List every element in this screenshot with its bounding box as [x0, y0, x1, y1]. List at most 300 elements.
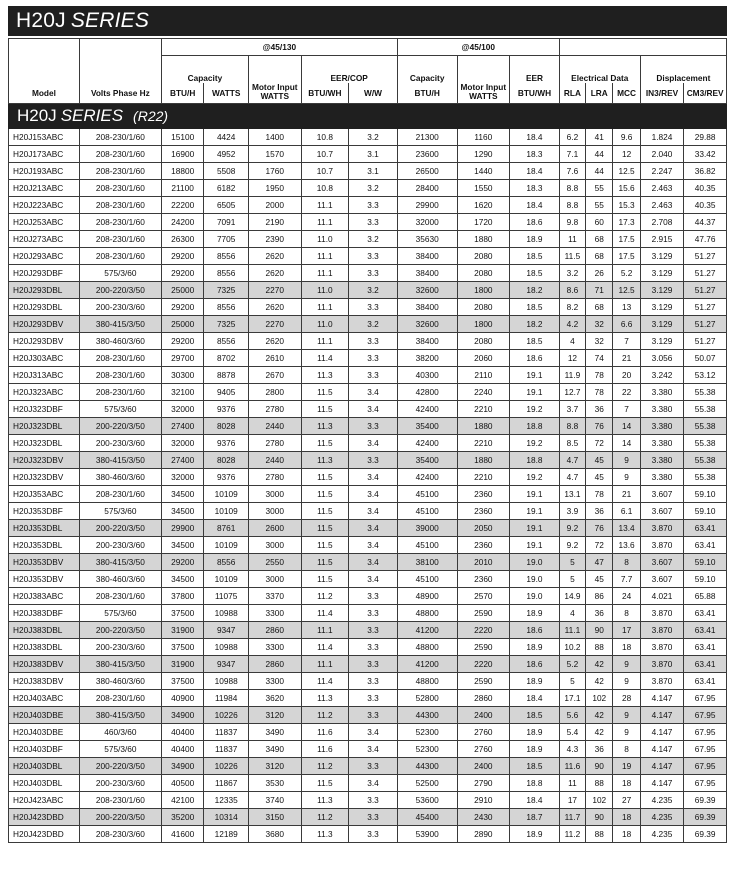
- cell-eer-btuwh-130: 11.4: [301, 350, 349, 367]
- cell-rla: 10.2: [559, 639, 585, 656]
- cell-eer-btuwh-130: 11.1: [301, 265, 349, 282]
- cell-capacity-btuh-130: 35200: [161, 809, 204, 826]
- cell-rla: 11.7: [559, 809, 585, 826]
- cell-capacity-btuh-100: 39000: [397, 520, 457, 537]
- cell-volts-phase-hz: 200-230/3/60: [79, 775, 161, 792]
- table-row: [9, 690, 727, 707]
- cell-volts-phase-hz: 200-220/3/50: [79, 758, 161, 775]
- cell-eer-btuwh-100: 19.2: [510, 401, 560, 418]
- cell-motor-input-watts-130: 3150: [248, 809, 301, 826]
- cell-displacement-in3: 2.708: [640, 214, 684, 231]
- cell-rla: 8.8: [559, 197, 585, 214]
- table-row: [9, 163, 727, 180]
- cell-motor-input-watts-100: 1620: [457, 197, 510, 214]
- cell-motor-input-watts-130: 2620: [248, 248, 301, 265]
- cell-capacity-btuh-130: 18800: [161, 163, 204, 180]
- table-row: [9, 775, 727, 792]
- cell-capacity-btuh-130: 32000: [161, 435, 204, 452]
- cell-cop-ww-130: 3.3: [349, 690, 398, 707]
- cell-eer-btuwh-100: 18.4: [510, 197, 560, 214]
- cell-eer-btuwh-100: 18.2: [510, 316, 560, 333]
- cell-cop-ww-130: 3.1: [349, 146, 398, 163]
- cell-model: H20J353DBL: [9, 520, 80, 537]
- table-row: [9, 792, 727, 809]
- cell-capacity-btuh-130: 29900: [161, 520, 204, 537]
- cell-lra: 42: [586, 707, 613, 724]
- cell-displacement-cm3: 59.10: [684, 571, 727, 588]
- cell-capacity-btuh-100: 41200: [397, 656, 457, 673]
- cell-capacity-watts-130: 9376: [204, 401, 249, 418]
- cell-eer-btuwh-130: 11.5: [301, 571, 349, 588]
- cell-cop-ww-130: 3.3: [349, 792, 398, 809]
- cell-mcc: 9: [613, 452, 640, 469]
- cell-cop-ww-130: 3.3: [349, 826, 398, 843]
- cell-capacity-watts-130: 6182: [204, 180, 249, 197]
- header-capacity-1: Capacity: [161, 56, 248, 84]
- cell-capacity-btuh-130: 22200: [161, 197, 204, 214]
- cell-motor-input-watts-100: 2110: [457, 367, 510, 384]
- cell-displacement-in3: 3.870: [640, 673, 684, 690]
- cell-capacity-watts-130: 8028: [204, 452, 249, 469]
- cell-volts-phase-hz: 208-230/1/60: [79, 197, 161, 214]
- cell-model: H20J293DBF: [9, 265, 80, 282]
- cell-capacity-watts-130: 7705: [204, 231, 249, 248]
- cell-volts-phase-hz: 380-415/3/50: [79, 554, 161, 571]
- header-displacement: Displacement: [640, 56, 726, 84]
- cell-model: H20J403ABC: [9, 690, 80, 707]
- cell-cop-ww-130: 3.2: [349, 129, 398, 146]
- cell-capacity-btuh-130: 34900: [161, 707, 204, 724]
- cell-displacement-in3: 4.147: [640, 775, 684, 792]
- cell-model: H20J323DBV: [9, 452, 80, 469]
- cell-capacity-btuh-130: 32000: [161, 401, 204, 418]
- cell-displacement-in3: 3.870: [640, 656, 684, 673]
- cell-volts-phase-hz: 460/3/60: [79, 724, 161, 741]
- cell-capacity-watts-130: 9347: [204, 622, 249, 639]
- cell-eer-btuwh-100: 19.1: [510, 537, 560, 554]
- header-btuwh-1: BTU/WH: [301, 83, 349, 104]
- cell-motor-input-watts-130: 2550: [248, 554, 301, 571]
- cell-rla: 14.9: [559, 588, 585, 605]
- cell-volts-phase-hz: 208-230/1/60: [79, 180, 161, 197]
- cell-eer-btuwh-130: 11.5: [301, 537, 349, 554]
- header-btuwh-2: BTU/WH: [510, 83, 560, 104]
- cell-cop-ww-130: 3.3: [349, 299, 398, 316]
- cell-displacement-cm3: 67.95: [684, 741, 727, 758]
- table-row: [9, 350, 727, 367]
- cell-capacity-watts-130: 8556: [204, 333, 249, 350]
- cell-motor-input-watts-100: 2060: [457, 350, 510, 367]
- cell-eer-btuwh-130: 11.1: [301, 622, 349, 639]
- cell-lra: 45: [586, 452, 613, 469]
- cell-capacity-btuh-100: 45100: [397, 486, 457, 503]
- cell-displacement-in3: 3.870: [640, 605, 684, 622]
- table-row: [9, 282, 727, 299]
- cell-mcc: 17.5: [613, 248, 640, 265]
- cell-cop-ww-130: 3.4: [349, 401, 398, 418]
- cell-model: H20J383DBV: [9, 673, 80, 690]
- cell-model: H20J383DBF: [9, 605, 80, 622]
- cell-capacity-btuh-130: 37800: [161, 588, 204, 605]
- cell-motor-input-watts-130: 3490: [248, 724, 301, 741]
- cell-volts-phase-hz: 208-230/1/60: [79, 384, 161, 401]
- cell-rla: 5: [559, 554, 585, 571]
- cell-model: H20J383DBL: [9, 639, 80, 656]
- cell-capacity-watts-130: 7325: [204, 316, 249, 333]
- cell-motor-input-watts-130: 2270: [248, 282, 301, 299]
- cell-displacement-in3: 3.870: [640, 622, 684, 639]
- cell-model: H20J323DBL: [9, 435, 80, 452]
- cell-capacity-watts-130: 11837: [204, 741, 249, 758]
- cell-displacement-in3: 4.147: [640, 758, 684, 775]
- cell-eer-btuwh-130: 11.2: [301, 809, 349, 826]
- header-ww: W/W: [349, 83, 398, 104]
- cell-displacement-in3: 3.129: [640, 248, 684, 265]
- cell-eer-btuwh-130: 11.1: [301, 656, 349, 673]
- cell-volts-phase-hz: 380-460/3/60: [79, 333, 161, 350]
- cell-motor-input-watts-100: 1800: [457, 282, 510, 299]
- cell-capacity-btuh-130: 29700: [161, 350, 204, 367]
- cell-capacity-watts-130: 10988: [204, 673, 249, 690]
- cell-model: H20J213ABC: [9, 180, 80, 197]
- cell-lra: 74: [586, 350, 613, 367]
- cell-volts-phase-hz: 380-460/3/60: [79, 469, 161, 486]
- cell-lra: 47: [586, 554, 613, 571]
- cell-model: H20J303ABC: [9, 350, 80, 367]
- cell-capacity-btuh-100: 48800: [397, 673, 457, 690]
- cell-rla: 8.8: [559, 180, 585, 197]
- cell-displacement-in3: 4.147: [640, 690, 684, 707]
- cell-capacity-btuh-130: 40400: [161, 741, 204, 758]
- cell-model: H20J353DBV: [9, 554, 80, 571]
- table-row: [9, 724, 727, 741]
- cell-motor-input-watts-130: 3000: [248, 571, 301, 588]
- cell-eer-btuwh-100: 18.8: [510, 452, 560, 469]
- cell-lra: 88: [586, 639, 613, 656]
- cell-volts-phase-hz: 208-230/1/60: [79, 367, 161, 384]
- cell-capacity-btuh-100: 52300: [397, 741, 457, 758]
- cell-model: H20J403DBF: [9, 741, 80, 758]
- cell-model: H20J353DBF: [9, 503, 80, 520]
- cell-volts-phase-hz: 200-220/3/50: [79, 809, 161, 826]
- cell-capacity-btuh-130: 31900: [161, 622, 204, 639]
- cell-rla: 3.2: [559, 265, 585, 282]
- cell-capacity-btuh-130: 29200: [161, 333, 204, 350]
- cell-capacity-btuh-100: 42400: [397, 435, 457, 452]
- cell-displacement-in3: 3.870: [640, 639, 684, 656]
- cell-capacity-btuh-100: 21300: [397, 129, 457, 146]
- cell-capacity-btuh-130: 15100: [161, 129, 204, 146]
- cell-lra: 36: [586, 503, 613, 520]
- cell-rla: 8.5: [559, 435, 585, 452]
- table-row: [9, 401, 727, 418]
- cell-model: H20J293ABC: [9, 248, 80, 265]
- cell-model: H20J313ABC: [9, 367, 80, 384]
- header-model: Model: [9, 83, 80, 104]
- cell-rla: 11.6: [559, 758, 585, 775]
- cell-motor-input-watts-130: 2440: [248, 418, 301, 435]
- cell-capacity-btuh-100: 23600: [397, 146, 457, 163]
- cell-displacement-in3: 2.247: [640, 163, 684, 180]
- cell-displacement-in3: 4.147: [640, 707, 684, 724]
- cell-cop-ww-130: 3.3: [349, 367, 398, 384]
- header-in3-rev: IN3/REV: [640, 83, 684, 104]
- cell-model: H20J423DBD: [9, 826, 80, 843]
- cell-eer-btuwh-130: 10.8: [301, 129, 349, 146]
- cell-eer-btuwh-100: 18.9: [510, 605, 560, 622]
- cell-displacement-cm3: 55.38: [684, 469, 727, 486]
- cell-volts-phase-hz: 380-415/3/50: [79, 316, 161, 333]
- cell-displacement-in3: 3.607: [640, 554, 684, 571]
- cell-motor-input-watts-130: 3490: [248, 741, 301, 758]
- cell-displacement-cm3: 59.10: [684, 503, 727, 520]
- cell-mcc: 6.6: [613, 316, 640, 333]
- cell-cop-ww-130: 3.3: [349, 197, 398, 214]
- cell-motor-input-watts-130: 3120: [248, 758, 301, 775]
- cell-motor-input-watts-130: 2600: [248, 520, 301, 537]
- table-row: [9, 180, 727, 197]
- cell-displacement-cm3: 51.27: [684, 265, 727, 282]
- cell-motor-input-watts-130: 3000: [248, 486, 301, 503]
- cell-model: H20J353DBV: [9, 571, 80, 588]
- cell-displacement-cm3: 63.41: [684, 622, 727, 639]
- cell-motor-input-watts-100: 2360: [457, 537, 510, 554]
- cell-capacity-btuh-100: 32600: [397, 316, 457, 333]
- cell-volts-phase-hz: 208-230/1/60: [79, 248, 161, 265]
- cell-displacement-cm3: 63.41: [684, 639, 727, 656]
- cell-lra: 45: [586, 469, 613, 486]
- series-title-bar: [8, 6, 727, 36]
- cell-cop-ww-130: 3.4: [349, 724, 398, 741]
- cell-mcc: 8: [613, 741, 640, 758]
- cell-motor-input-watts-100: 2790: [457, 775, 510, 792]
- cell-model: H20J223ABC: [9, 197, 80, 214]
- cell-eer-btuwh-100: 18.3: [510, 180, 560, 197]
- cell-motor-input-watts-130: 3000: [248, 537, 301, 554]
- cell-eer-btuwh-100: 18.8: [510, 418, 560, 435]
- cell-mcc: 18: [613, 809, 640, 826]
- cell-eer-btuwh-100: 19.1: [510, 486, 560, 503]
- cell-capacity-btuh-100: 38200: [397, 350, 457, 367]
- cell-model: H20J293DBV: [9, 316, 80, 333]
- cell-eer-btuwh-130: 11.1: [301, 214, 349, 231]
- cell-eer-btuwh-100: 18.7: [510, 809, 560, 826]
- cell-eer-btuwh-100: 18.8: [510, 775, 560, 792]
- cell-model: H20J323ABC: [9, 384, 80, 401]
- cell-motor-input-watts-100: 2220: [457, 656, 510, 673]
- cell-capacity-btuh-100: 38400: [397, 265, 457, 282]
- cell-motor-input-watts-130: 2780: [248, 435, 301, 452]
- cell-motor-input-watts-100: 2240: [457, 384, 510, 401]
- cell-capacity-watts-130: 4424: [204, 129, 249, 146]
- cell-lra: 36: [586, 741, 613, 758]
- table-row: [9, 214, 727, 231]
- header-model-spacer-2: [9, 56, 80, 84]
- cell-capacity-btuh-100: 41200: [397, 622, 457, 639]
- cell-mcc: 17.3: [613, 214, 640, 231]
- cell-rla: 5: [559, 673, 585, 690]
- cell-displacement-in3: 3.380: [640, 452, 684, 469]
- cell-eer-btuwh-100: 18.2: [510, 282, 560, 299]
- cell-eer-btuwh-130: 11.2: [301, 758, 349, 775]
- cell-displacement-cm3: 55.38: [684, 418, 727, 435]
- cell-motor-input-watts-130: 2860: [248, 656, 301, 673]
- cell-mcc: 13: [613, 299, 640, 316]
- cell-capacity-btuh-100: 45100: [397, 571, 457, 588]
- table-row: [9, 197, 727, 214]
- table-row: [9, 452, 727, 469]
- cell-motor-input-watts-130: 3740: [248, 792, 301, 809]
- cell-capacity-btuh-100: 32600: [397, 282, 457, 299]
- cell-cop-ww-130: 3.1: [349, 163, 398, 180]
- cell-rla: 4: [559, 605, 585, 622]
- cell-motor-input-watts-100: 1440: [457, 163, 510, 180]
- cell-eer-btuwh-130: 11.5: [301, 520, 349, 537]
- cell-lra: 44: [586, 163, 613, 180]
- cell-eer-btuwh-100: 18.3: [510, 146, 560, 163]
- cell-mcc: 21: [613, 350, 640, 367]
- cell-eer-btuwh-130: 11.5: [301, 503, 349, 520]
- cell-capacity-watts-130: 7091: [204, 214, 249, 231]
- cell-capacity-btuh-100: 52800: [397, 690, 457, 707]
- cell-eer-btuwh-100: 18.9: [510, 673, 560, 690]
- cell-volts-phase-hz: 200-230/3/60: [79, 639, 161, 656]
- cell-capacity-btuh-130: 27400: [161, 418, 204, 435]
- cell-capacity-watts-130: 10226: [204, 758, 249, 775]
- cell-capacity-watts-130: 10314: [204, 809, 249, 826]
- cell-rla: 4: [559, 333, 585, 350]
- cell-model: H20J353DBL: [9, 537, 80, 554]
- cell-lra: 42: [586, 724, 613, 741]
- cell-eer-btuwh-100: 18.9: [510, 231, 560, 248]
- cell-eer-btuwh-130: 11.4: [301, 673, 349, 690]
- cell-lra: 68: [586, 231, 613, 248]
- cell-volts-phase-hz: 200-230/3/60: [79, 435, 161, 452]
- cell-model: H20J353ABC: [9, 486, 80, 503]
- cell-motor-input-watts-130: 3000: [248, 503, 301, 520]
- cell-rla: 11: [559, 231, 585, 248]
- cell-cop-ww-130: 3.3: [349, 622, 398, 639]
- cell-cop-ww-130: 3.2: [349, 282, 398, 299]
- cell-motor-input-watts-130: 2780: [248, 469, 301, 486]
- cell-motor-input-watts-100: 2570: [457, 588, 510, 605]
- cell-capacity-btuh-130: 34900: [161, 758, 204, 775]
- cell-volts-phase-hz: 200-230/3/60: [79, 537, 161, 554]
- table-row: [9, 571, 727, 588]
- cell-capacity-btuh-130: 30300: [161, 367, 204, 384]
- cell-motor-input-watts-100: 2590: [457, 639, 510, 656]
- cell-displacement-cm3: 63.41: [684, 673, 727, 690]
- cell-volts-phase-hz: 208-230/1/60: [79, 214, 161, 231]
- cell-displacement-cm3: 67.95: [684, 775, 727, 792]
- cell-eer-btuwh-100: 19.0: [510, 588, 560, 605]
- cell-motor-input-watts-100: 2080: [457, 248, 510, 265]
- cell-volts-phase-hz: 200-230/3/60: [79, 299, 161, 316]
- header-motor-input-2-label: Motor Input WATTS: [460, 82, 507, 101]
- header-motor-input-1: [248, 56, 301, 104]
- cell-cop-ww-130: 3.4: [349, 384, 398, 401]
- cell-eer-btuwh-100: 18.4: [510, 792, 560, 809]
- cell-lra: 78: [586, 384, 613, 401]
- cell-cop-ww-130: 3.3: [349, 673, 398, 690]
- cell-rla: 12: [559, 350, 585, 367]
- cell-capacity-btuh-100: 28400: [397, 180, 457, 197]
- cell-eer-btuwh-100: 19.1: [510, 520, 560, 537]
- cell-rla: 6.2: [559, 129, 585, 146]
- cell-capacity-btuh-130: 34500: [161, 486, 204, 503]
- cell-displacement-in3: 3.607: [640, 571, 684, 588]
- cell-cop-ww-130: 3.2: [349, 316, 398, 333]
- cell-rla: 5: [559, 571, 585, 588]
- cell-model: H20J383DBL: [9, 622, 80, 639]
- cell-eer-btuwh-100: 19.1: [510, 367, 560, 384]
- cell-eer-btuwh-100: 19.0: [510, 571, 560, 588]
- cell-displacement-cm3: 69.39: [684, 809, 727, 826]
- cell-model: H20J423DBD: [9, 809, 80, 826]
- cell-capacity-btuh-100: 53900: [397, 826, 457, 843]
- header-mcc: MCC: [613, 83, 640, 104]
- cell-displacement-cm3: 51.27: [684, 333, 727, 350]
- table-row: [9, 622, 727, 639]
- cell-capacity-btuh-130: 31900: [161, 656, 204, 673]
- cell-motor-input-watts-100: 2890: [457, 826, 510, 843]
- cell-cop-ww-130: 3.4: [349, 571, 398, 588]
- cell-motor-input-watts-130: 2610: [248, 350, 301, 367]
- table-row: [9, 809, 727, 826]
- cell-rla: 4.3: [559, 741, 585, 758]
- cell-displacement-in3: 3.380: [640, 401, 684, 418]
- cell-capacity-btuh-130: 25000: [161, 316, 204, 333]
- cell-model: H20J403DBE: [9, 707, 80, 724]
- table-row: [9, 248, 727, 265]
- cell-model: H20J153ABC: [9, 129, 80, 146]
- cell-cop-ww-130: 3.4: [349, 435, 398, 452]
- cell-mcc: 19: [613, 758, 640, 775]
- cell-eer-btuwh-100: 18.9: [510, 826, 560, 843]
- cell-mcc: 6.1: [613, 503, 640, 520]
- cell-cop-ww-130: 3.3: [349, 418, 398, 435]
- section-refrigerant: (R22): [133, 108, 169, 124]
- table-row: [9, 333, 727, 350]
- cell-motor-input-watts-100: 2360: [457, 486, 510, 503]
- cell-volts-phase-hz: 208-230/1/60: [79, 129, 161, 146]
- cell-mcc: 28: [613, 690, 640, 707]
- cell-eer-btuwh-130: 11.5: [301, 384, 349, 401]
- cell-capacity-watts-130: 8702: [204, 350, 249, 367]
- cell-eer-btuwh-100: 19.0: [510, 554, 560, 571]
- cell-motor-input-watts-100: 1880: [457, 418, 510, 435]
- cell-mcc: 18: [613, 826, 640, 843]
- cell-eer-btuwh-100: 18.5: [510, 248, 560, 265]
- cell-eer-btuwh-130: 11.3: [301, 792, 349, 809]
- cell-capacity-btuh-100: 38400: [397, 248, 457, 265]
- section-title: [9, 104, 727, 129]
- cell-volts-phase-hz: 200-220/3/50: [79, 622, 161, 639]
- cell-eer-btuwh-130: 11.3: [301, 452, 349, 469]
- cell-volts-phase-hz: 208-230/1/60: [79, 146, 161, 163]
- cell-displacement-cm3: 40.35: [684, 197, 727, 214]
- cell-volts-phase-hz: 208-230/1/60: [79, 792, 161, 809]
- table-row: [9, 741, 727, 758]
- cell-displacement-in3: 3.380: [640, 435, 684, 452]
- cell-mcc: 5.2: [613, 265, 640, 282]
- cell-volts-phase-hz: 208-230/1/60: [79, 690, 161, 707]
- cell-displacement-cm3: 53.12: [684, 367, 727, 384]
- cell-model: H20J323DBL: [9, 418, 80, 435]
- cell-rla: 13.1: [559, 486, 585, 503]
- cell-model: H20J403DBL: [9, 775, 80, 792]
- table-row: [9, 469, 727, 486]
